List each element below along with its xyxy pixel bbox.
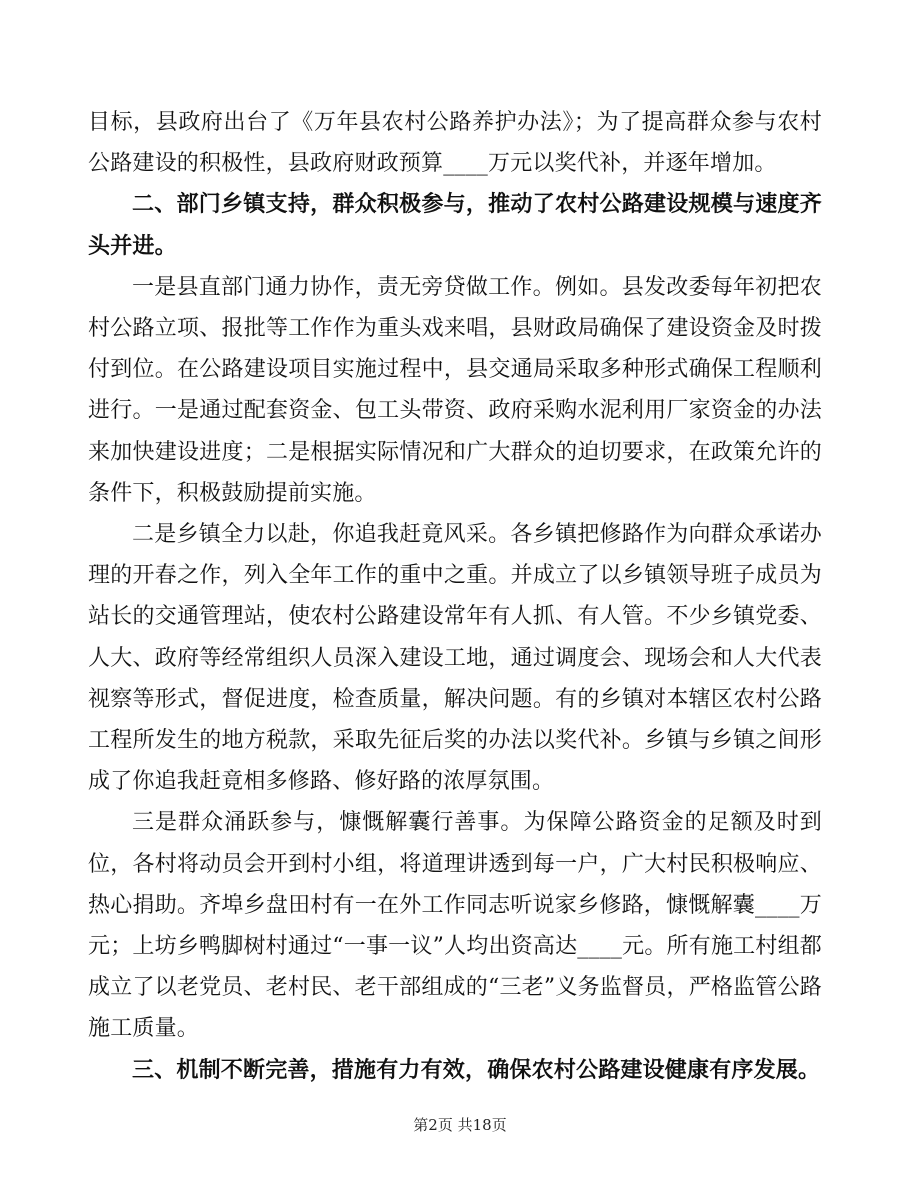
paragraph-3: 二是乡镇全力以赴，你追我赶竟风采。各乡镇把修路作为向群众承诺办理的开春之作，列入全年工作的重中之重。并成立了以乡镇领导班子成员为站长的交通管理站，使农村公路建设常年有人抓、有人管。不少乡镇党委、人大、政府等经常组织人员深入建设工地，通过调度会、现场会和人大代表视察等形式，督促进度，检查质量，解决问题。有的乡镇对本辖区农村公路工程所发生的地方税款，采取先征后奖的办法以奖代补。乡镇与乡镇之间形成了你追我赶竟相多修路、修好路的浓厚氛围。	[88, 522, 822, 795]
paragraph-1: 目标，县政府出台了《万年县农村公路养护办法》；为了提高群众参与农村公路建设的积极性，县政府财政预算____万元以奖代补，并逐年增加。	[88, 110, 822, 177]
section-heading-2: 二、部门乡镇支持，群众积极参与，推动了农村公路建设规模与速度齐头并进。	[88, 191, 822, 259]
document-body	[88, 102, 822, 1091]
paragraph-2: 一是县直部门通力协作，责无旁贷做工作。例如。县发改委每年初把农村公路立项、报批等工作作为重头戏来唱，县财政局确保了建设资金及时拨付到位。在公路建设项目实施过程中，县交通局采取多种形式确保工程顺利进行。一是通过配套资金、包工头带资、政府采购水泥利用厂家资金的办法来加快建设进度；二是根据实际情况和广大群众的迫切要求，在政策允许的条件下，积极鼓励提前实施。	[88, 274, 822, 506]
page-footer: 第2页 共18页	[413, 1116, 507, 1134]
section-heading-3: 三、机制不断完善，措施有力有效，确保农村公路建设健康有序发展。	[132, 1056, 821, 1083]
paragraph-4: 三是群众涌跃参与，慷慨解囊行善事。为保障公路资金的足额及时到位，各村将动员会开到村小组，将道理讲透到每一户，广大村民积极响应、热心捐助。齐埠乡盘田村有一在外工作同志听说家乡修路，慷慨解囊____万元；上坊乡鸭脚树村通过“一事一议”人均出资高达____元。所有施工村组都成立了以老党员、老村民、老干部组成的“三老”义务监督员，严格监管公路施工质量。	[88, 810, 822, 1042]
